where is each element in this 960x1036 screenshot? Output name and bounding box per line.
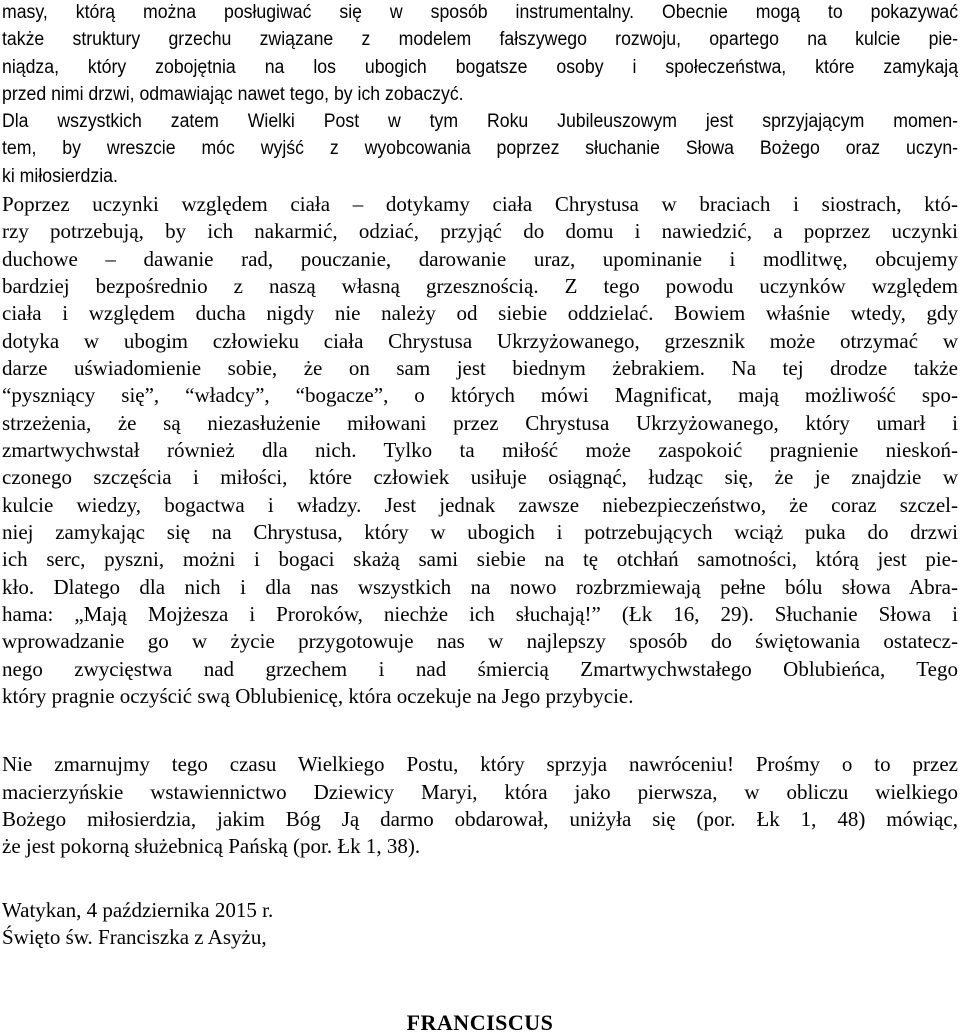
text-line: nego zwycięstwa nad grzechem i nad śmiercią Zmartwychwstałego Oblubieńca, Tego [2, 657, 958, 681]
feast-line: Święto św. Franciszka z Asyżu, [2, 925, 267, 949]
text-line: także struktury grzechu związane z modelem fałszywego rozwoju, opartego na kulcie pie- [2, 29, 959, 50]
text-line: wprowadzanie go w życie przygotowuje nas w najlepszy sposób do świętowania ostatecz- [2, 629, 958, 653]
signature: FRANCISCUS [406, 1010, 554, 1035]
text-line: strzeżenia, że są niezasłużenie miłowani przez Chrystusa Ukrzyżowanego, który umarł i [2, 411, 958, 435]
text-line: tem, by wreszcie móc wyjść z wyobcowania poprzez słuchanie Słowa Bożego oraz uczyn- [2, 138, 959, 159]
text-line: macierzyńskie wstawiennictwo Dziewicy Maryi, która jako pierwsza, w obliczu wielkiego [2, 780, 958, 804]
text-line: duchowe – dawanie rad, pouczanie, darowanie uraz, upominanie i modlitwę, obcujemy [2, 247, 958, 271]
text-line: rzy potrzebują, by ich nakarmić, odziać, przyjąć do domu i nawiedzić, a poprzez uczynki [2, 219, 958, 243]
text-line: ich serc, pyszni, możni i bogaci skażą sami siebie na tę otchłań samotności, którą jest pie- [2, 547, 958, 571]
text-line: który pragnie oczyścić swą Oblubienicę, która oczekuje na Jego przybycie. [2, 684, 634, 708]
text-line: Bożego miłosierdzia, jakim Bóg Ją darmo obdarował, uniżyła się (por. Łk 1, 48) mówiąc, [2, 807, 958, 831]
text-line: Nie zmarnujmy tego czasu Wielkiego Postu, który sprzyja nawróceniu! Prośmy o to przez [2, 752, 958, 776]
text-line: niądza, który zobojętnia na los ubogich bogatsze osoby i społeczeństwa, które zamykają [2, 57, 959, 78]
text-line: czonego szczęścia i miłości, które człowiek usiłuje osiągnąć, łudząc się, że je znajdzie w [2, 465, 958, 489]
text-line: Dla wszystkich zatem Wielki Post w tym Roku Jubileuszowym jest sprzyjającym momen- [2, 111, 959, 132]
text-line: dotyka w ubogim człowieku ciała Chrystusa Ukrzyżowanego, grzesznik może otrzymać w [2, 329, 958, 353]
text-line: Poprzez uczynki względem ciała – dotykamy ciała Chrystusa w braciach i siostrach, któ- [2, 192, 958, 216]
text-line: darze uświadomienie sobie, że on sam jest biednym żebrakiem. Na tej drodze także [2, 356, 958, 380]
text-line: ciała i względem ducha nigdy nie należy od siebie oddzielać. Bowiem właśnie wtedy, gdy [2, 301, 958, 325]
text-line: kulcie wiedzy, bogactwa i władzy. Jest jednak zawsze niebezpieczeństwo, że coraz szczel- [2, 493, 958, 517]
text-line: hama: „Mają Mojżesza i Proroków, niechże ich słuchają!” (Łk 16, 29). Słuchanie Słowa i [2, 602, 958, 626]
text-line: masy, którą można posługiwać się w sposób instrumentalny. Obecnie mogą to pokazywać [2, 2, 959, 23]
text-line: “pyszniący się”, “władcy”, “bogacze”, o których mówi Magnificat, mają możliwość spo- [2, 383, 958, 407]
text-line: przed nimi drzwi, odmawiając nawet tego, by ich zobaczyć. [2, 84, 464, 105]
date-line: Watykan, 4 października 2015 r. [2, 898, 274, 922]
text-line: kło. Dlatego dla nich i dla nas wszystkich na nowo rozbrzmiewają pełne bólu słowa Abra- [2, 575, 958, 599]
text-line: ki miłosierdzia. [2, 166, 118, 187]
text-line: niej zamykając się na Chrystusa, który w ubogich i potrzebujących wciąż puka do drzwi [2, 520, 958, 544]
text-line: że jest pokorną służebnicą Pańską (por. Łk 1, 38). [2, 834, 421, 858]
text-line: bardziej bezpośrednio z naszą własną grzesznością. Z tego powodu uczynków względem [2, 274, 958, 298]
text-line: zmartwychwstał również dla nich. Tylko ta miłość może zaspokoić pragnienie nieskoń- [2, 438, 958, 462]
